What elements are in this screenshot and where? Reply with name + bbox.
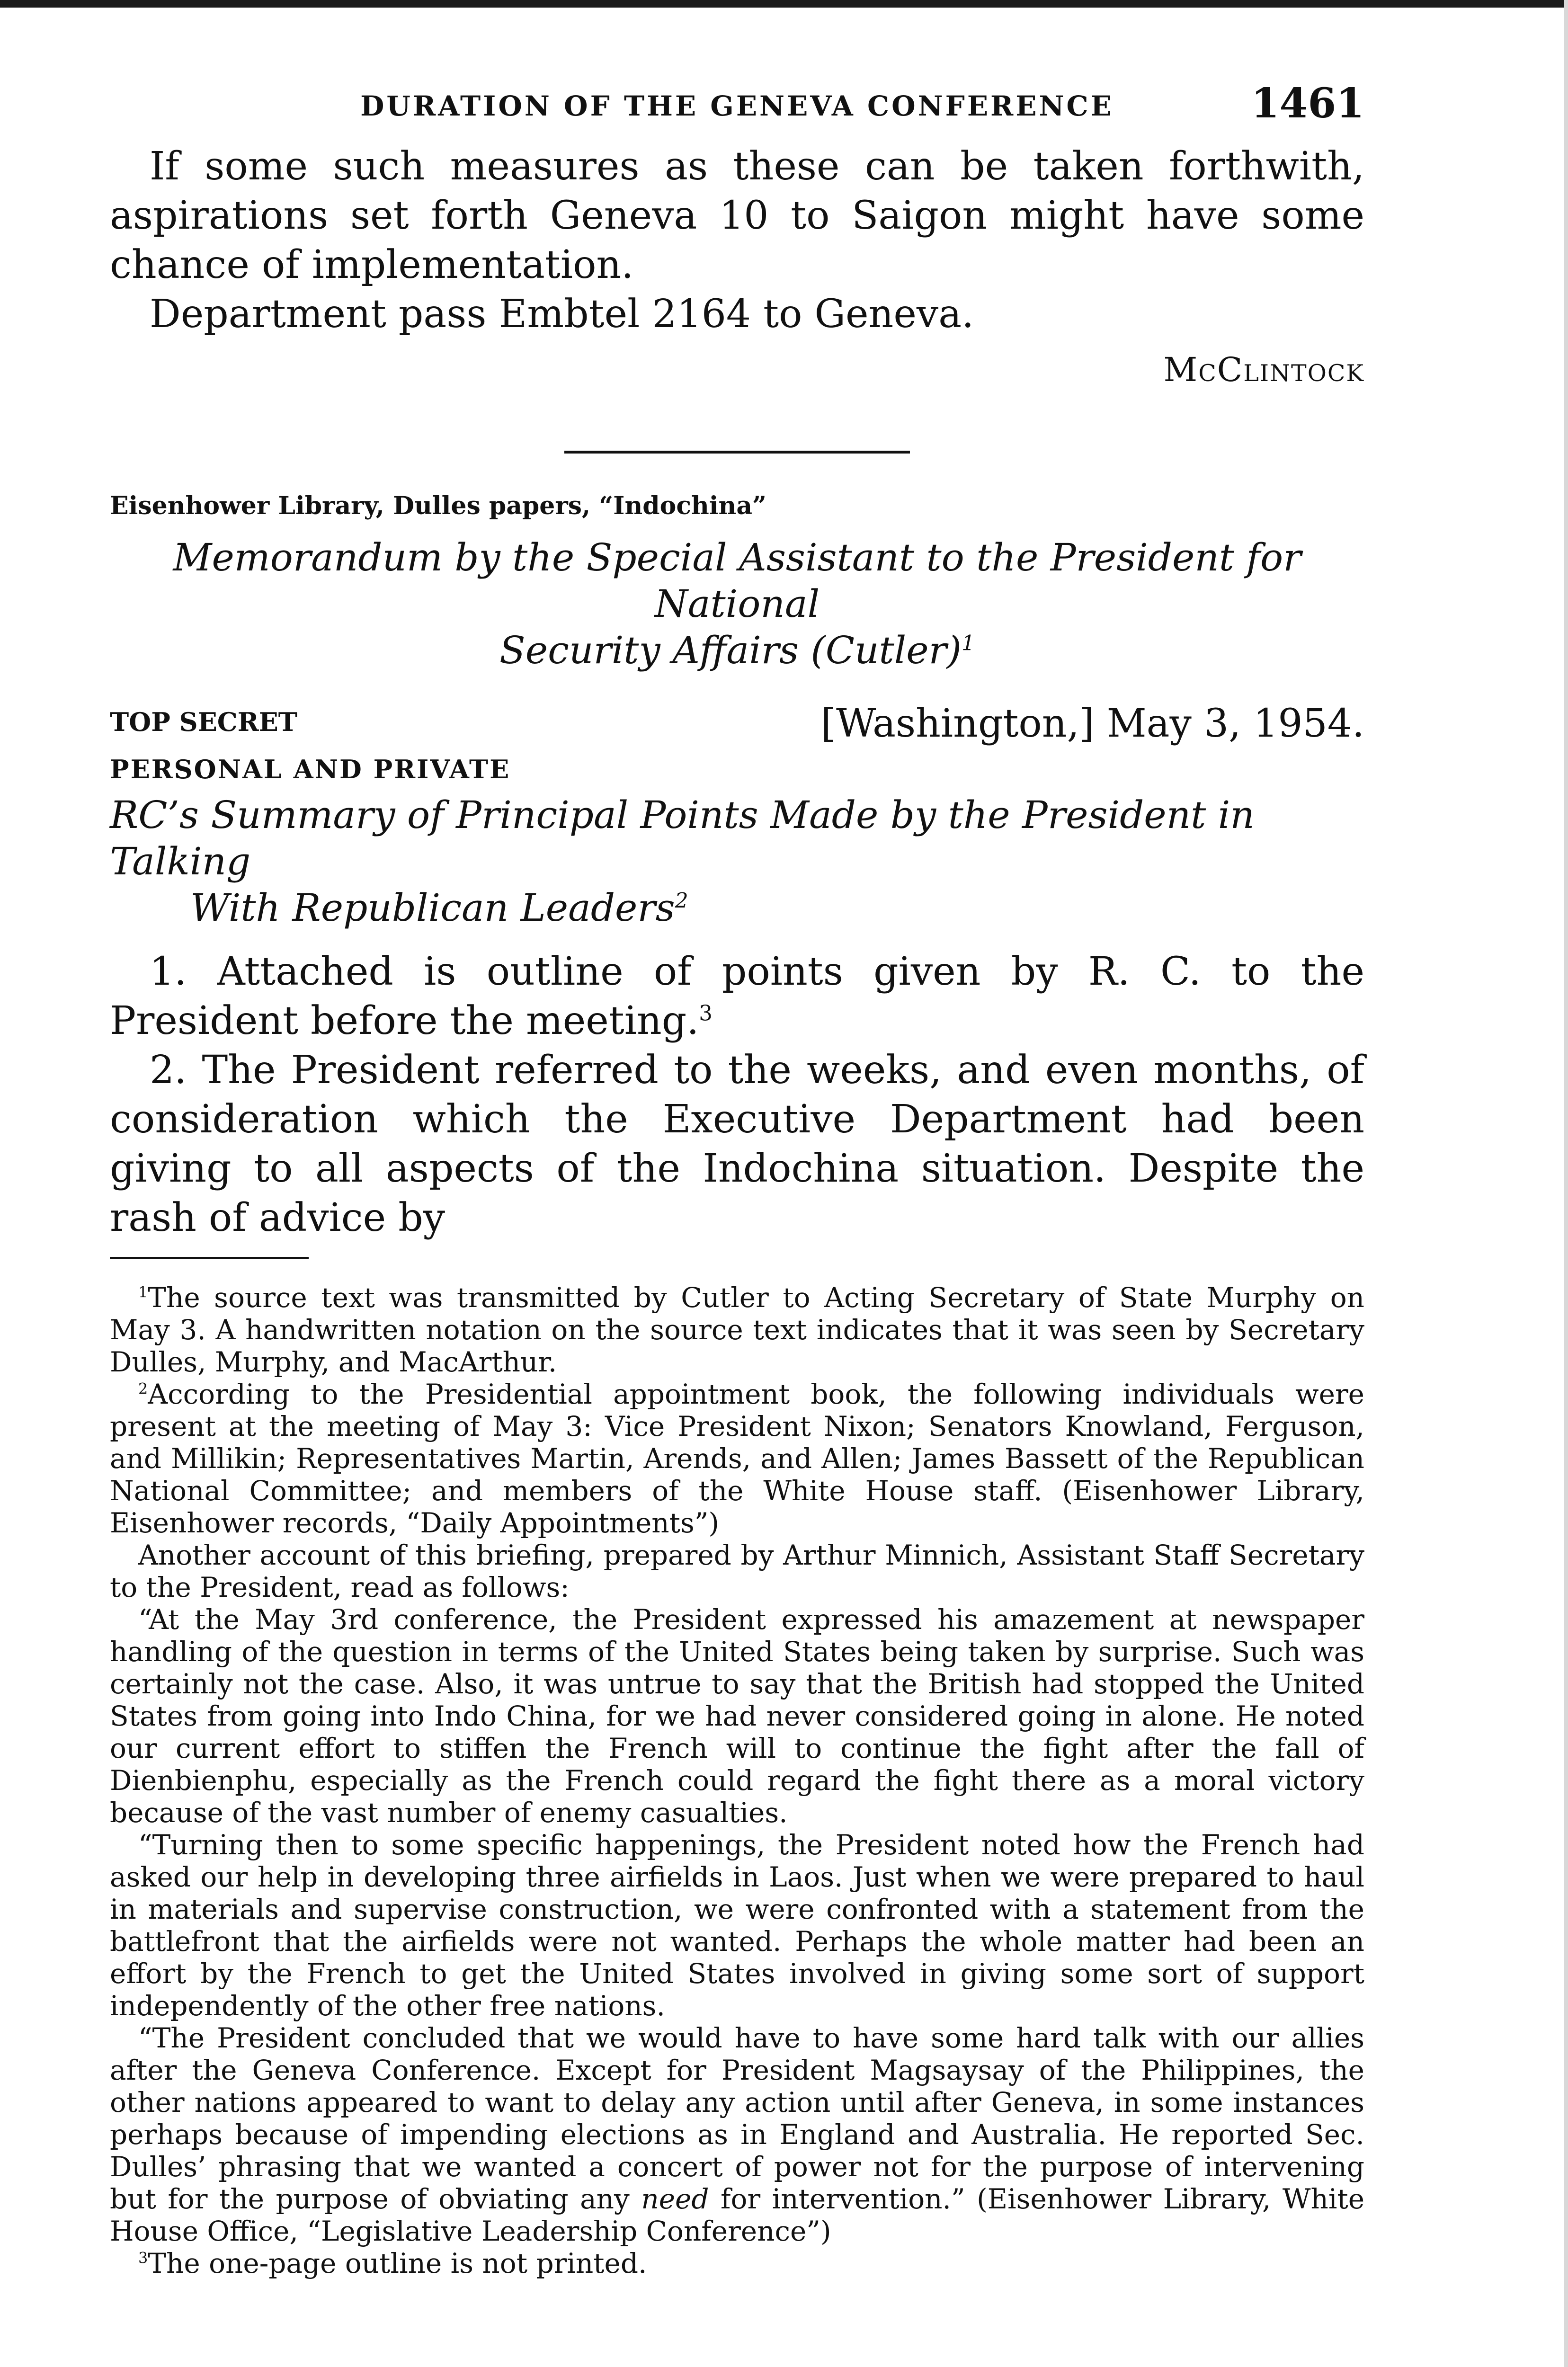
subject-line-1: RC’s Summary of Principal Points Made by the President in Talking — [110, 793, 1255, 883]
running-header — [110, 76, 1364, 142]
scan-right-edge — [1564, 0, 1568, 2367]
footnote-mark: 1 — [138, 1283, 148, 1301]
document-title-line-1: Memorandum by the Special Assistant to the President for National — [173, 535, 1301, 626]
continuation-paragraph-2: Department pass Embtel 2164 to Geneva. — [150, 292, 974, 337]
footnote-text: “The President concluded that we would have to have some hard talk with our allies after the Geneva Conference. Except for President Magsaysay of the Philippines, the other nations appeared to want to delay any action until after Geneva, in some instances perhaps because of impending elections as in England and Australia. He reported Sec. Dulles’ phrasing that we wanted a concert of power not for the purpose of intervening but for the purpose of obviating any — [110, 2022, 1364, 2215]
footnote-mark: 3 — [138, 2249, 148, 2267]
footnote-quote-3 — [110, 2022, 1364, 2247]
paragraph-text: 1. Attached is outline of points given by R. C. to the President before the meeting. — [110, 949, 1364, 1043]
footnote-text: The one-page outline is not printed. — [148, 2247, 647, 2279]
document-title — [110, 534, 1364, 674]
emphasized-word: need — [641, 2183, 709, 2215]
continuation-paragraph: If some such measures as these can be taken forthwith, aspirations set forth Geneva 10 to Saigon might have some chance of implementation. — [110, 144, 1364, 287]
footnote-ref: 2 — [675, 889, 688, 913]
document-metadata — [110, 701, 1364, 784]
section-divider — [564, 451, 910, 454]
footnote-divider — [110, 1257, 309, 1259]
footnote-3 — [110, 2247, 1364, 2279]
footnote-2-continuation: Another account of this briefing, prepared by Arthur Minnich, Assistant Staff Secretary to the President, read as follows: — [110, 1539, 1364, 1603]
dateline: [Washington,] May 3, 1954. — [821, 701, 1364, 746]
footnote-text: According to the Presidential appointment book, the following individuals were present at the meeting of May 3: Vice President Nixon; Senators Knowland, Ferguson, and Millikin; Representatives Martin, Arends, and Allen; James Bassett of the Republican National Committee; and members of the White House staff. (Eisenhower Library, Eisenhower records, “Daily Appointments”) — [110, 1378, 1364, 1539]
footnote-mark: 2 — [138, 1379, 148, 1398]
document-title-line-2 — [110, 627, 1364, 674]
body-paragraph-2: 2. The President referred to the weeks, and even months, of consideration which the Executive Department had been giving to all aspects of the Indochina situation. Despite the rash of advice by — [110, 1048, 1364, 1240]
source-citation: Eisenhower Library, Dulles papers, “Indochina” — [110, 491, 766, 520]
subject-heading — [110, 792, 1364, 931]
top-edge-line — [0, 0, 1568, 8]
footnote-2 — [110, 1378, 1364, 1539]
footnote-ref: 3 — [699, 1000, 713, 1026]
footnote-ref: 1 — [962, 631, 975, 656]
subject-line-2 — [110, 885, 1364, 931]
handling-caveat: PERSONAL AND PRIVATE — [110, 754, 511, 784]
footnote-quote-1: “At the May 3rd conference, the President expressed his amazement at newspaper handling of the question in terms of the United States being taken by surprise. Such was certainly not the case. Also, it was untrue to say that the British had stopped the United States from going into Indo China, for we had never considered going in alone. He noted our current effort to stiffen the French will to continue the fight after the fall of Dienbienphu, especially as the French could regard the fight there as a moral victory because of the vast number of enemy casualties. — [110, 1603, 1364, 1829]
document-title-text: Security Affairs (Cutler) — [499, 628, 962, 672]
footnote-1 — [110, 1281, 1364, 1378]
footnote-text: for intervention.” (Eisenhower Library, White House Office, “Legislative Leadership Conference”) — [110, 2183, 1365, 2247]
footnotes — [110, 1281, 1364, 2279]
body-paragraph-1 — [110, 947, 1364, 1046]
page-number: 1461 — [1251, 80, 1364, 127]
subject-text: With Republican Leaders — [190, 886, 675, 930]
footnote-quote-2: “Turning then to some specific happenings, the President noted how the French had asked our help in developing three airfields in Laos. Just when we were prepared to haul in materials and supervise construction, we were confronted with a statement from the battlefront that the airfields were not wanted. Perhaps the whole matter had been an effort by the French to get the United States involved in giving some sort of support independently of the other free nations. — [110, 1829, 1364, 2022]
classification: TOP SECRET — [110, 707, 297, 737]
footnote-text: The source text was transmitted by Cutler to Acting Secretary of State Murphy on May 3. A handwritten notation on the source text indicates that it was seen by Secretary Dulles, Murphy, and MacArthur. — [110, 1281, 1364, 1378]
page — [110, 76, 1364, 2279]
signature: McClintock — [1163, 350, 1364, 389]
running-title: DURATION OF THE GENEVA CONFERENCE — [360, 90, 1114, 122]
